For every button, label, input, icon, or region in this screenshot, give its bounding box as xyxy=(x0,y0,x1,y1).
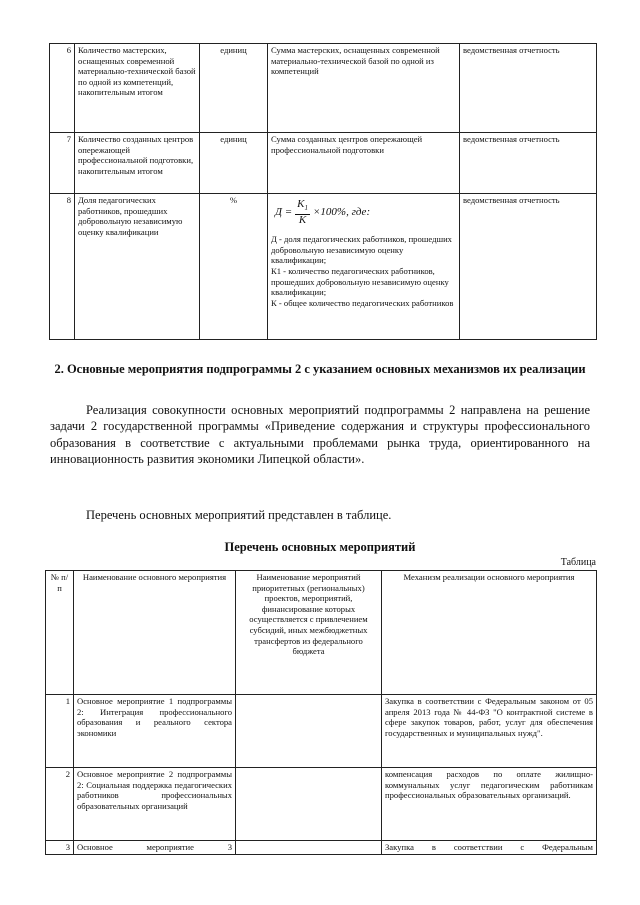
event-name: Основное мероприятие 3 xyxy=(74,841,236,855)
indicator-name: Доля педагогических работников, прошедших добровольную независимую оценку квалификации xyxy=(75,194,200,340)
method-line: К1 - количество педагогических работников, прошедших добровольную независимую оценку квалификации; xyxy=(271,265,449,298)
table-row xyxy=(50,133,597,194)
row-number: 3 xyxy=(46,841,74,855)
event-name: Основное мероприятие 1 подпрограммы 2: Интеграция профессионального образования и реального сектора экономики xyxy=(74,695,236,768)
calculation-method: Сумма мастерских, оснащенных современной материально-технической базой по одной из компетенций xyxy=(268,44,460,133)
table-row xyxy=(50,194,597,340)
row-number: 8 xyxy=(50,194,75,340)
method-line: К - общее количество педагогических работников xyxy=(271,297,454,308)
table-row xyxy=(46,695,597,768)
row-number: 6 xyxy=(50,44,75,133)
event-name: Основное мероприятие 2 подпрограммы 2: Социальная поддержка педагогических работников профессиональных образовательных организаций xyxy=(74,768,236,841)
events-table xyxy=(45,570,597,855)
method-line: Д - доля педагогических работников, прошедших добровольную независимую оценку квалификации; xyxy=(271,234,452,266)
formula-denominator: К xyxy=(298,214,307,227)
data-source: ведомственная отчетность xyxy=(460,194,597,340)
table-row xyxy=(46,841,597,855)
data-source: ведомственная отчетность xyxy=(460,44,597,133)
indicators-table xyxy=(49,43,597,340)
event-projects xyxy=(236,695,382,768)
calculation-method: Сумма созданных центров опережающей профессиональной подготовки xyxy=(268,133,460,194)
formula-fraction xyxy=(295,199,310,226)
event-projects xyxy=(236,768,382,841)
row-number: 2 xyxy=(46,768,74,841)
indicator-name: Количество мастерских, оснащенных современной материально-технической базой по одной из компетенций, накопительным итогом xyxy=(75,44,200,133)
section-title: 2. Основные мероприятия подпрограммы 2 с указанием основных механизмов их реализации xyxy=(54,362,586,376)
formula-numerator: К xyxy=(297,198,305,210)
section-paragraph: Реализация совокупности основных мероприятий подпрограммы 2 направлена на решение задачи 2 государственной программы «Приведение содержания и структуры профессионального образования в соответствие с актуальными проблемами рынка труда, ориентированного на инновационность развития экономики Липецкой области». xyxy=(50,403,590,466)
indicator-unit: % xyxy=(200,194,268,340)
calculation-method xyxy=(268,194,460,340)
event-mechanism: компенсация расходов по оплате жилищно-коммунальных услуг педагогическим работникам профессиональных образовательных организаций. xyxy=(382,768,597,841)
formula-rhs: ×100%, где: xyxy=(312,206,371,219)
event-mechanism: Закупка в соответствии с Федеральным законом от 05 апреля 2013 года № 44-ФЗ "О контрактной системе в сфере закупок товаров, работ, услуг для обеспечения государственных и муниципальных нужд". xyxy=(382,695,597,768)
column-header: Наименование мероприятий приоритетных (региональных) проектов, мероприятий, финансирование которых осуществляется с привлечением субсидий, иных межбюджетных трансфертов из федерального бюджета xyxy=(236,571,382,695)
indicator-unit: единиц xyxy=(200,133,268,194)
data-source: ведомственная отчетность xyxy=(460,133,597,194)
table-header-row xyxy=(46,571,597,695)
indicator-name: Количество созданных центров опережающей профессиональной подготовки, накопительным итогом xyxy=(75,133,200,194)
event-mechanism: Закупка в соответствии с Федеральным xyxy=(382,841,597,855)
formula xyxy=(275,199,456,226)
table-row xyxy=(50,44,597,133)
row-number: 7 xyxy=(50,133,75,194)
indicator-unit: единиц xyxy=(200,44,268,133)
section-paragraph: Перечень основных мероприятий представлен в таблице. xyxy=(86,508,392,522)
formula-numerator-sub: 1 xyxy=(304,204,308,213)
event-projects xyxy=(236,841,382,855)
column-header: Механизм реализации основного мероприятия xyxy=(382,571,597,695)
list-title: Перечень основных мероприятий xyxy=(224,540,416,554)
column-header: Наименование основного мероприятия xyxy=(74,571,236,695)
formula-lhs: Д = xyxy=(275,206,293,219)
row-number: 1 xyxy=(46,695,74,768)
table-row xyxy=(46,768,597,841)
column-header: № п/п xyxy=(46,571,74,695)
table-label: Таблица xyxy=(560,557,596,568)
